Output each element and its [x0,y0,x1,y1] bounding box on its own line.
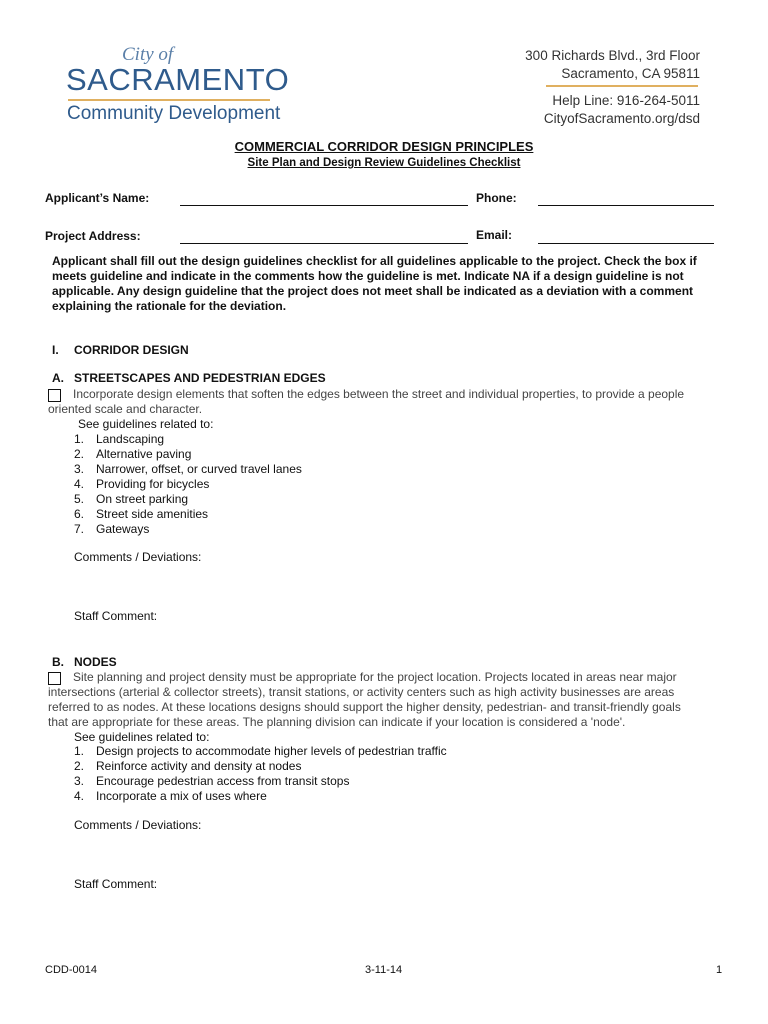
subsection-a-checkbox[interactable] [48,389,61,402]
subsection-b-description-line2: intersections (arterial & collector streets), transit stations, or activity centers such as high activity businesses are areas [48,685,675,699]
list-item: 3. Encourage pedestrian access from transit stops [74,774,350,788]
subsection-b-description-line3: referred to as nodes. At these locations designs should support the higher density, pedestrian- and transit-friendly goals [48,700,681,714]
subsection-b-description-line1: Site planning and project density must be appropriate for the project location. Projects located in areas near major [73,670,677,684]
subsection-b-title: NODES [74,655,117,669]
list-item: 4. Incorporate a mix of uses where [74,789,267,803]
list-item: 4. Providing for bicycles [74,477,210,491]
list-item: 3. Narrower, offset, or curved travel lanes [74,462,302,476]
list-item: 1. Landscaping [74,432,165,446]
subsection-b-letter: B. [52,655,64,669]
phone-field[interactable] [538,205,714,206]
subsection-a-see-label: See guidelines related to: [78,417,214,431]
document-title: COMMERCIAL CORRIDOR DESIGN PRINCIPLES [234,139,534,154]
subsection-a-comments-label: Comments / Deviations: [74,550,202,564]
list-item: 2. Reinforce activity and density at nodes [74,759,302,773]
subsection-a-title: STREETSCAPES AND PEDESTRIAN EDGES [74,371,326,385]
email-field[interactable] [538,243,714,244]
contact-address-line1: 300 Richards Blvd., 3rd Floor [525,48,700,63]
contact-website: CityofSacramento.org/dsd [543,111,700,126]
subsection-b-checkbox[interactable] [48,672,61,685]
subsection-b-guidelines-list [74,744,447,804]
applicant-name-label: Applicant’s Name: [45,191,150,205]
subsection-a-guidelines-list [74,432,302,537]
list-item: 1. Design projects to accommodate higher levels of pedestrian traffic [74,744,447,758]
document-subtitle: Site Plan and Design Review Guidelines Checklist [247,157,521,169]
footer-date: 3-11-14 [365,964,403,976]
logo-department: Community Development [67,103,281,124]
list-item: 7. Gateways [74,522,150,536]
list-item: 5. On street parking [74,492,189,506]
subsection-b-staff-comment-label: Staff Comment: [74,877,158,891]
contact-address-line2: Sacramento, CA 95811 [561,66,700,81]
contact-divider [546,85,698,87]
subsection-a-description-line2: oriented scale and character. [48,402,203,416]
project-address-label: Project Address: [45,229,141,243]
subsection-b-see-label: See guidelines related to: [74,730,210,744]
list-item: 6. Street side amenities [74,507,209,521]
email-label: Email: [476,228,513,242]
section-number: I. [52,343,59,357]
logo-name: SACRAMENTO [66,62,290,97]
subsection-b-description-line4: that are appropriate for these areas. The planning division can indicate if your location is considered a 'node'. [48,715,626,729]
subsection-a-description-line1: Incorporate design elements that soften the edges between the street and individual properties, to provide a people [73,387,685,401]
footer-form-code: CDD-0014 [45,964,97,976]
list-item: 2. Alternative paving [74,447,192,461]
footer-page-number: 1 [716,964,723,976]
subsection-a-letter: A. [52,371,64,385]
subsection-b-comments-label: Comments / Deviations: [74,818,202,832]
logo-divider [68,99,270,101]
phone-label: Phone: [476,191,517,205]
contact-help-line: Help Line: 916-264-5011 [552,93,700,108]
logo-city-text: City of [122,44,174,65]
subsection-a-staff-comment-label: Staff Comment: [74,609,158,623]
project-address-field[interactable] [180,243,468,244]
section-title: CORRIDOR DESIGN [74,343,189,357]
instructions-paragraph: Applicant shall fill out the design guidelines checklist for all guidelines applicable to the project. Check the box if meets guideline and indicate in the comments how the guideline is met. Indicate NA if a design guideline is not applicable. Any design guideline that the project does not meet shall be indicated as a deviation with a comment explaining the rationale for the deviation. [52,254,697,313]
applicant-name-field[interactable] [180,205,468,206]
